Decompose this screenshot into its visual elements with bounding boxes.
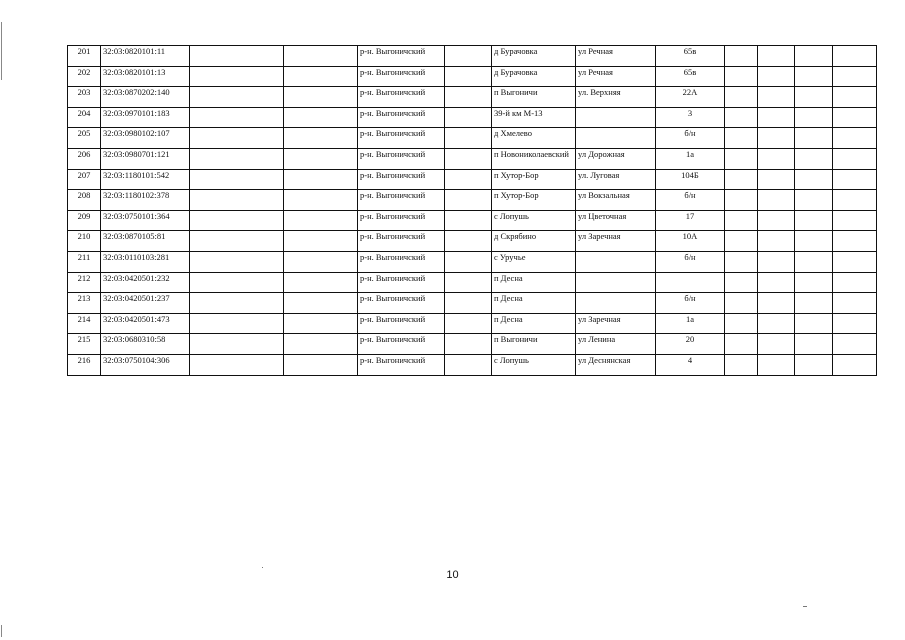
house-number-cell: 1а xyxy=(656,313,725,334)
empty-cell xyxy=(758,251,795,272)
row-number-cell: 212 xyxy=(68,272,101,293)
street-cell xyxy=(576,128,656,149)
empty-cell xyxy=(725,128,758,149)
district-cell: р-н. Выгоничский xyxy=(358,354,445,375)
empty-cell xyxy=(833,148,877,169)
row-number-cell: 209 xyxy=(68,210,101,231)
row-number-cell: 210 xyxy=(68,231,101,252)
house-number-cell: 65в xyxy=(656,46,725,67)
empty-cell xyxy=(833,313,877,334)
empty-cell xyxy=(190,313,284,334)
cadastral-number-cell: 32:03:0680310:58 xyxy=(101,334,190,355)
empty-cell xyxy=(725,190,758,211)
empty-cell xyxy=(284,148,358,169)
street-cell xyxy=(576,272,656,293)
house-number-cell: б/н xyxy=(656,190,725,211)
empty-cell xyxy=(795,128,833,149)
table-row xyxy=(68,148,877,169)
empty-cell xyxy=(725,169,758,190)
empty-cell xyxy=(795,293,833,314)
empty-cell xyxy=(758,148,795,169)
table-row xyxy=(68,169,877,190)
street-cell: ул. Верхняя xyxy=(576,87,656,108)
district-cell: р-н. Выгоничский xyxy=(358,334,445,355)
empty-cell xyxy=(284,169,358,190)
empty-cell xyxy=(445,210,492,231)
empty-cell xyxy=(190,66,284,87)
settlement-cell: п Десна xyxy=(492,272,576,293)
empty-cell xyxy=(190,107,284,128)
cadastral-number-cell: 32:03:0420501:473 xyxy=(101,313,190,334)
empty-cell xyxy=(445,87,492,108)
empty-cell xyxy=(758,128,795,149)
empty-cell xyxy=(758,210,795,231)
settlement-cell: д Скрябино xyxy=(492,231,576,252)
table-row xyxy=(68,210,877,231)
district-cell: р-н. Выгоничский xyxy=(358,148,445,169)
empty-cell xyxy=(833,66,877,87)
empty-cell xyxy=(725,231,758,252)
empty-cell xyxy=(725,293,758,314)
empty-cell xyxy=(833,334,877,355)
empty-cell xyxy=(725,46,758,67)
scan-speck xyxy=(803,606,807,607)
page-number: 10 xyxy=(446,569,459,581)
registry-table xyxy=(67,45,877,376)
row-number-cell: 215 xyxy=(68,334,101,355)
row-number-cell: 201 xyxy=(68,46,101,67)
scan-margin-mark xyxy=(1,625,2,637)
cadastral-number-cell: 32:03:0970101:183 xyxy=(101,107,190,128)
empty-cell xyxy=(795,169,833,190)
cadastral-number-cell: 32:03:1180101:542 xyxy=(101,169,190,190)
settlement-cell: 39-й км М-13 xyxy=(492,107,576,128)
table-row xyxy=(68,87,877,108)
table-row xyxy=(68,251,877,272)
district-cell: р-н. Выгоничский xyxy=(358,107,445,128)
empty-cell xyxy=(795,272,833,293)
empty-cell xyxy=(725,87,758,108)
table-row xyxy=(68,354,877,375)
row-number-cell: 207 xyxy=(68,169,101,190)
cadastral-number-cell: 32:03:0750101:364 xyxy=(101,210,190,231)
empty-cell xyxy=(725,313,758,334)
settlement-cell: с Лопушь xyxy=(492,210,576,231)
district-cell: р-н. Выгоничский xyxy=(358,128,445,149)
cadastral-number-cell: 32:03:0870105:81 xyxy=(101,231,190,252)
house-number-cell: б/н xyxy=(656,251,725,272)
house-number-cell: 22А xyxy=(656,87,725,108)
empty-cell xyxy=(284,107,358,128)
empty-cell xyxy=(833,293,877,314)
row-number-cell: 214 xyxy=(68,313,101,334)
empty-cell xyxy=(833,354,877,375)
empty-cell xyxy=(795,66,833,87)
empty-cell xyxy=(284,46,358,67)
cadastral-number-cell: 32:03:0980102:107 xyxy=(101,128,190,149)
cadastral-number-cell: 32:03:0750104:306 xyxy=(101,354,190,375)
district-cell: р-н. Выгоничский xyxy=(358,46,445,67)
empty-cell xyxy=(190,148,284,169)
empty-cell xyxy=(445,334,492,355)
empty-cell xyxy=(758,66,795,87)
empty-cell xyxy=(795,148,833,169)
empty-cell xyxy=(190,87,284,108)
empty-cell xyxy=(795,190,833,211)
street-cell: ул Заречная xyxy=(576,313,656,334)
empty-cell xyxy=(795,87,833,108)
house-number-cell: 17 xyxy=(656,210,725,231)
settlement-cell: п Выгоничи xyxy=(492,334,576,355)
empty-cell xyxy=(190,169,284,190)
cadastral-number-cell: 32:03:0820101:11 xyxy=(101,46,190,67)
empty-cell xyxy=(795,251,833,272)
empty-cell xyxy=(445,107,492,128)
house-number-cell: 104Б xyxy=(656,169,725,190)
district-cell: р-н. Выгоничский xyxy=(358,272,445,293)
empty-cell xyxy=(833,231,877,252)
district-cell: р-н. Выгоничский xyxy=(358,66,445,87)
empty-cell xyxy=(284,190,358,211)
table-row xyxy=(68,272,877,293)
empty-cell xyxy=(284,210,358,231)
empty-cell xyxy=(445,148,492,169)
empty-cell xyxy=(833,210,877,231)
settlement-cell: д Хмелево xyxy=(492,128,576,149)
street-cell xyxy=(576,251,656,272)
empty-cell xyxy=(445,66,492,87)
settlement-cell: п Выгоничи xyxy=(492,87,576,108)
settlement-cell: д Бурачовка xyxy=(492,66,576,87)
house-number-cell: б/н xyxy=(656,128,725,149)
settlement-cell: п Новониколаевский xyxy=(492,148,576,169)
cadastral-number-cell: 32:03:0820101:13 xyxy=(101,66,190,87)
street-cell: ул Речная xyxy=(576,46,656,67)
empty-cell xyxy=(833,272,877,293)
district-cell: р-н. Выгоничский xyxy=(358,87,445,108)
cadastral-number-cell: 32:03:0420501:232 xyxy=(101,272,190,293)
empty-cell xyxy=(190,128,284,149)
empty-cell xyxy=(445,293,492,314)
empty-cell xyxy=(190,231,284,252)
row-number-cell: 204 xyxy=(68,107,101,128)
district-cell: р-н. Выгоничский xyxy=(358,231,445,252)
district-cell: р-н. Выгоничский xyxy=(358,190,445,211)
empty-cell xyxy=(725,210,758,231)
settlement-cell: п Хутор-Бор xyxy=(492,169,576,190)
scan-margin-mark xyxy=(1,22,2,80)
empty-cell xyxy=(795,46,833,67)
empty-cell xyxy=(795,107,833,128)
empty-cell xyxy=(833,46,877,67)
settlement-cell: д Бурачовка xyxy=(492,46,576,67)
cadastral-number-cell: 32:03:0420501:237 xyxy=(101,293,190,314)
empty-cell xyxy=(795,354,833,375)
table-row xyxy=(68,293,877,314)
empty-cell xyxy=(795,210,833,231)
empty-cell xyxy=(284,313,358,334)
empty-cell xyxy=(445,272,492,293)
empty-cell xyxy=(445,190,492,211)
empty-cell xyxy=(284,231,358,252)
empty-cell xyxy=(445,354,492,375)
street-cell: ул Речная xyxy=(576,66,656,87)
house-number-cell xyxy=(656,272,725,293)
empty-cell xyxy=(190,272,284,293)
empty-cell xyxy=(190,210,284,231)
table-row xyxy=(68,190,877,211)
empty-cell xyxy=(758,46,795,67)
empty-cell xyxy=(833,107,877,128)
house-number-cell: 3 xyxy=(656,107,725,128)
street-cell xyxy=(576,107,656,128)
empty-cell xyxy=(190,354,284,375)
empty-cell xyxy=(833,87,877,108)
empty-cell xyxy=(833,251,877,272)
empty-cell xyxy=(190,334,284,355)
row-number-cell: 211 xyxy=(68,251,101,272)
house-number-cell: 1а xyxy=(656,148,725,169)
empty-cell xyxy=(833,190,877,211)
cadastral-number-cell: 32:03:0980701:121 xyxy=(101,148,190,169)
empty-cell xyxy=(795,313,833,334)
street-cell: ул. Луговая xyxy=(576,169,656,190)
empty-cell xyxy=(725,251,758,272)
house-number-cell: 65в xyxy=(656,66,725,87)
street-cell: ул Дорожная xyxy=(576,148,656,169)
empty-cell xyxy=(725,66,758,87)
empty-cell xyxy=(445,313,492,334)
empty-cell xyxy=(284,293,358,314)
empty-cell xyxy=(190,190,284,211)
empty-cell xyxy=(284,354,358,375)
cadastral-number-cell: 32:03:0110103:281 xyxy=(101,251,190,272)
empty-cell xyxy=(758,272,795,293)
empty-cell xyxy=(445,169,492,190)
settlement-cell: п Десна xyxy=(492,293,576,314)
row-number-cell: 216 xyxy=(68,354,101,375)
row-number-cell: 208 xyxy=(68,190,101,211)
empty-cell xyxy=(284,66,358,87)
empty-cell xyxy=(758,87,795,108)
empty-cell xyxy=(795,334,833,355)
street-cell: ул Цветочная xyxy=(576,210,656,231)
empty-cell xyxy=(190,251,284,272)
table-row xyxy=(68,334,877,355)
district-cell: р-н. Выгоничский xyxy=(358,169,445,190)
table-row xyxy=(68,128,877,149)
empty-cell xyxy=(758,169,795,190)
row-number-cell: 206 xyxy=(68,148,101,169)
empty-cell xyxy=(284,251,358,272)
empty-cell xyxy=(190,46,284,67)
empty-cell xyxy=(284,128,358,149)
empty-cell xyxy=(833,169,877,190)
empty-cell xyxy=(758,313,795,334)
row-number-cell: 203 xyxy=(68,87,101,108)
settlement-cell: с Уручье xyxy=(492,251,576,272)
house-number-cell: 10А xyxy=(656,231,725,252)
street-cell: ул Вокзальная xyxy=(576,190,656,211)
district-cell: р-н. Выгоничский xyxy=(358,293,445,314)
empty-cell xyxy=(190,293,284,314)
empty-cell xyxy=(725,334,758,355)
row-number-cell: 213 xyxy=(68,293,101,314)
table-row xyxy=(68,313,877,334)
street-cell: ул Заречная xyxy=(576,231,656,252)
empty-cell xyxy=(758,354,795,375)
empty-cell xyxy=(445,231,492,252)
house-number-cell: б/н xyxy=(656,293,725,314)
cadastral-number-cell: 32:03:1180102:378 xyxy=(101,190,190,211)
settlement-cell: п Десна xyxy=(492,313,576,334)
empty-cell xyxy=(758,190,795,211)
row-number-cell: 205 xyxy=(68,128,101,149)
empty-cell xyxy=(725,148,758,169)
empty-cell xyxy=(725,107,758,128)
row-number-cell: 202 xyxy=(68,66,101,87)
settlement-cell: п Хутор-Бор xyxy=(492,190,576,211)
district-cell: р-н. Выгоничский xyxy=(358,251,445,272)
settlement-cell: с Лопушь xyxy=(492,354,576,375)
empty-cell xyxy=(758,334,795,355)
table-row xyxy=(68,66,877,87)
house-number-cell: 4 xyxy=(656,354,725,375)
empty-cell xyxy=(284,334,358,355)
district-cell: р-н. Выгоничский xyxy=(358,210,445,231)
cadastral-number-cell: 32:03:0870202:140 xyxy=(101,87,190,108)
empty-cell xyxy=(725,354,758,375)
house-number-cell: 20 xyxy=(656,334,725,355)
table-row xyxy=(68,107,877,128)
empty-cell xyxy=(795,231,833,252)
empty-cell xyxy=(284,87,358,108)
empty-cell xyxy=(445,251,492,272)
empty-cell xyxy=(758,293,795,314)
empty-cell xyxy=(445,128,492,149)
empty-cell xyxy=(758,107,795,128)
empty-cell xyxy=(758,231,795,252)
street-cell xyxy=(576,293,656,314)
table-row xyxy=(68,46,877,67)
table-row xyxy=(68,231,877,252)
scan-speck xyxy=(262,567,263,568)
empty-cell xyxy=(445,46,492,67)
empty-cell xyxy=(833,128,877,149)
district-cell: р-н. Выгоничский xyxy=(358,313,445,334)
empty-cell xyxy=(725,272,758,293)
street-cell: ул Ленина xyxy=(576,334,656,355)
empty-cell xyxy=(284,272,358,293)
street-cell: ул Деснянская xyxy=(576,354,656,375)
